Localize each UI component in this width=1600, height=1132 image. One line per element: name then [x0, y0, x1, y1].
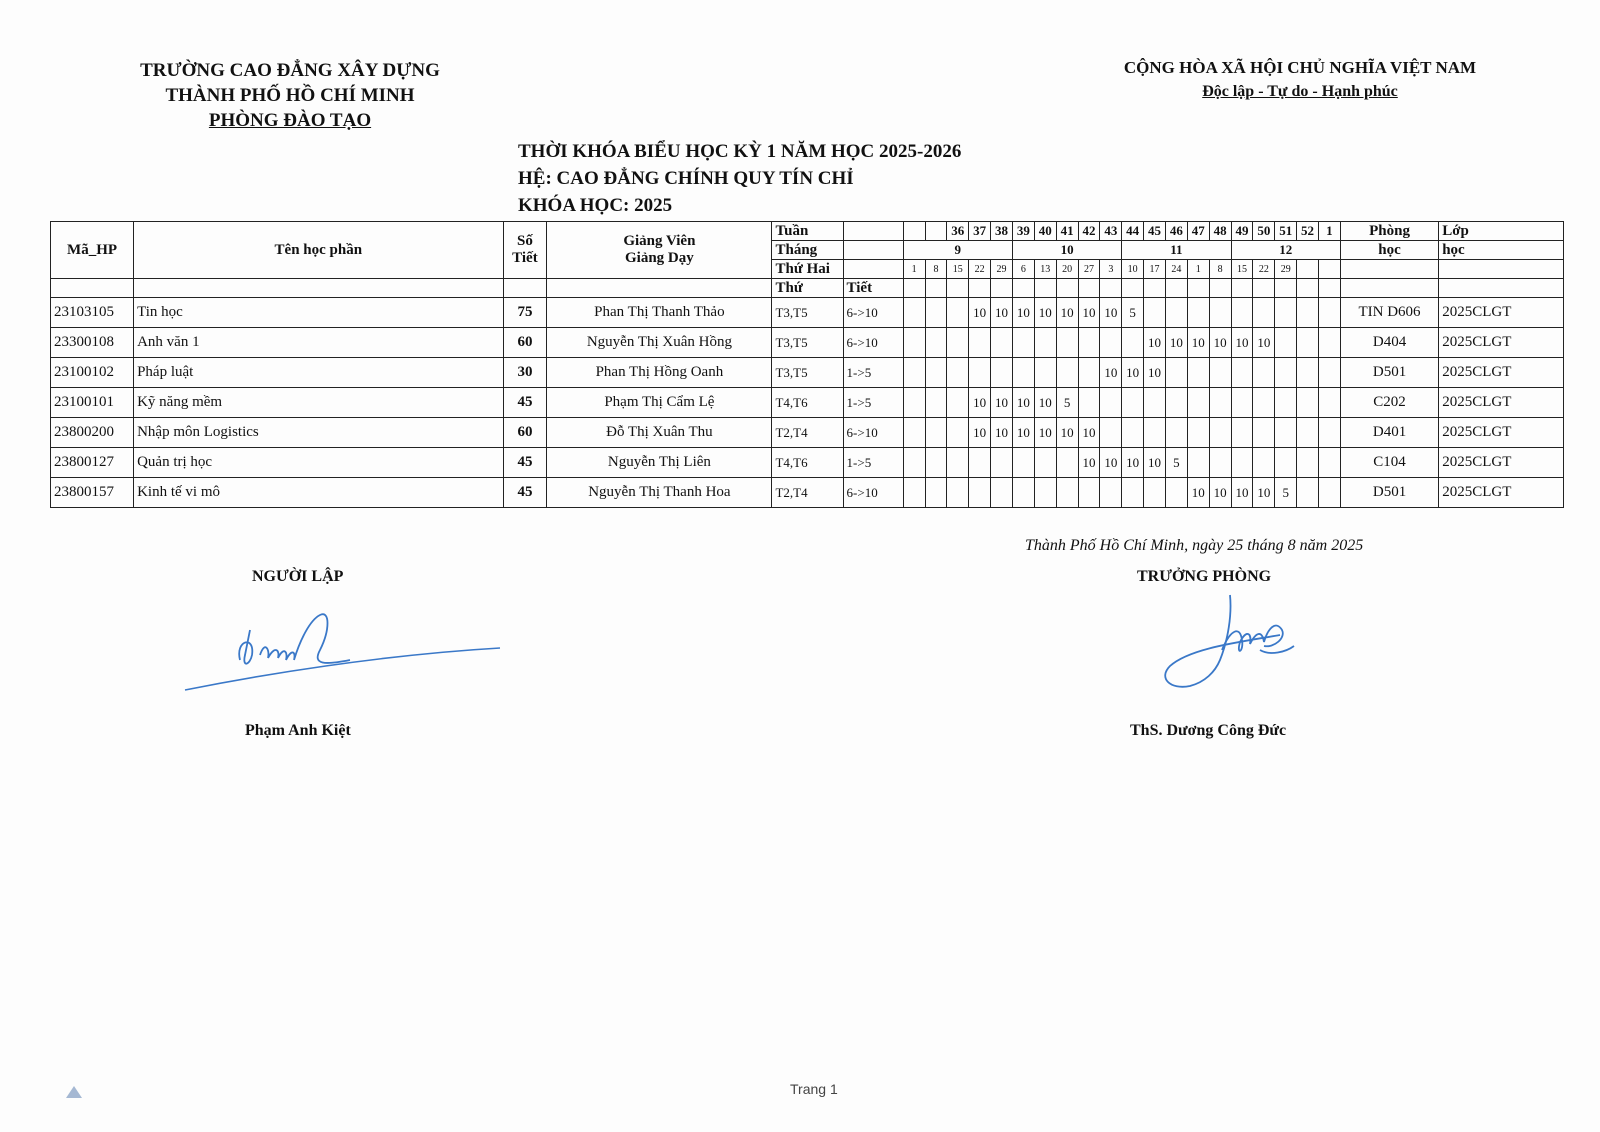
class-group: 2025CLGT	[1439, 478, 1564, 508]
week-hours-cell	[969, 478, 991, 508]
col-giang-vien: Giảng Viên Giảng Dạy	[547, 222, 772, 279]
week-hours-cell	[1209, 418, 1231, 448]
week-hours-cell	[969, 328, 991, 358]
week-hours-cell	[1231, 298, 1253, 328]
title-line-1: THỜI KHÓA BIỂU HỌC KỲ 1 NĂM HỌC 2025-2026	[518, 141, 962, 162]
week-cell: 44	[1122, 222, 1144, 241]
room: TIN D606	[1340, 298, 1438, 328]
table-row	[51, 328, 1564, 358]
col-ten-hoc-phan: Tên học phần	[134, 222, 504, 279]
week-hours-cell: 10	[1056, 298, 1078, 328]
week-hours-cell	[1122, 478, 1144, 508]
week-hours-cell	[1078, 358, 1100, 388]
week-hours-cell	[1253, 298, 1275, 328]
week-hours-cell	[1144, 388, 1166, 418]
week-hours-cell	[991, 358, 1013, 388]
week-cell: 50	[1253, 222, 1275, 241]
course-code: 23100101	[51, 388, 134, 418]
week-cell: 52	[1297, 222, 1319, 241]
week-hours-cell	[947, 358, 969, 388]
room: D501	[1340, 358, 1438, 388]
week-hours-cell: 10	[1187, 328, 1209, 358]
week-hours-cell	[1253, 358, 1275, 388]
week-hours-cell: 10	[1144, 358, 1166, 388]
preparer-title: NGƯỜI LẬP	[252, 568, 344, 585]
month-cell: 11	[1122, 241, 1231, 260]
week-hours-cell	[925, 328, 947, 358]
room: D404	[1340, 328, 1438, 358]
week-cell: 45	[1144, 222, 1166, 241]
week-hours-cell	[1253, 388, 1275, 418]
week-hours-cell: 10	[991, 298, 1013, 328]
week-hours-cell	[1297, 298, 1319, 328]
week-hours-cell: 10	[1100, 448, 1122, 478]
week-hours-cell	[947, 418, 969, 448]
table-row	[51, 298, 1564, 328]
monday-cell: 22	[1253, 260, 1275, 279]
week-hours-cell	[1231, 418, 1253, 448]
week-cell: 1	[1318, 222, 1340, 241]
week-hours-cell	[1275, 448, 1297, 478]
class-group: 2025CLGT	[1439, 328, 1564, 358]
week-hours-cell	[1297, 388, 1319, 418]
week-hours-cell	[1209, 298, 1231, 328]
scan-mark-icon	[62, 1080, 86, 1104]
week-hours-cell	[1275, 328, 1297, 358]
table-row	[51, 388, 1564, 418]
week-hours-cell	[1144, 298, 1166, 328]
week-hours-cell: 10	[1144, 448, 1166, 478]
col-phong: Phòng	[1340, 222, 1438, 241]
week-hours-cell	[1122, 388, 1144, 418]
title-line-2: HỆ: CAO ĐẲNG CHÍNH QUY TÍN CHỈ	[518, 168, 854, 189]
class-days: T4,T6	[772, 448, 843, 478]
week-hours-cell	[1100, 328, 1122, 358]
week-hours-cell: 10	[1012, 388, 1034, 418]
monday-cell: 8	[925, 260, 947, 279]
month-cell: 9	[903, 241, 1012, 260]
week-hours-cell: 5	[1056, 388, 1078, 418]
school-header	[110, 58, 470, 133]
week-cell: 51	[1275, 222, 1297, 241]
week-cell: 41	[1056, 222, 1078, 241]
class-days: T2,T4	[772, 418, 843, 448]
week-hours-cell: 10	[991, 418, 1013, 448]
week-hours-cell	[1297, 358, 1319, 388]
week-hours-cell: 10	[969, 388, 991, 418]
week-hours-cell: 10	[1100, 298, 1122, 328]
col-ma-hp: Mã_HP	[51, 222, 134, 279]
week-hours-cell	[1253, 448, 1275, 478]
week-hours-cell	[991, 478, 1013, 508]
week-hours-cell	[1144, 478, 1166, 508]
week-hours-cell: 10	[1078, 448, 1100, 478]
lecturer: Nguyễn Thị Xuân Hồng	[547, 328, 772, 358]
monday-cell: 20	[1056, 260, 1078, 279]
week-hours-cell	[925, 388, 947, 418]
month-cell: 10	[1012, 241, 1121, 260]
week-hours-cell: 10	[1231, 478, 1253, 508]
course-name: Kỹ năng mềm	[134, 388, 504, 418]
week-hours-cell	[1078, 328, 1100, 358]
week-hours-cell	[1297, 418, 1319, 448]
lecturer: Nguyễn Thị Thanh Hoa	[547, 478, 772, 508]
week-hours-cell	[1318, 418, 1340, 448]
school-city: THÀNH PHỐ HỒ CHÍ MINH	[165, 85, 415, 106]
week-hours-cell	[1209, 388, 1231, 418]
week-hours-cell	[969, 448, 991, 478]
course-code: 23103105	[51, 298, 134, 328]
class-periods: 6->10	[843, 328, 903, 358]
week-hours-cell	[947, 448, 969, 478]
week-hours-cell	[903, 328, 925, 358]
week-hours-cell	[1297, 478, 1319, 508]
week-hours-cell	[925, 358, 947, 388]
week-cell: 43	[1100, 222, 1122, 241]
col-lop: Lớp	[1439, 222, 1564, 241]
week-hours-cell	[1318, 298, 1340, 328]
monday-cell: 24	[1165, 260, 1187, 279]
week-hours-cell: 10	[1056, 418, 1078, 448]
week-cell: 48	[1209, 222, 1231, 241]
week-hours-cell	[1034, 478, 1056, 508]
week-cell: 47	[1187, 222, 1209, 241]
title-line-3: KHÓA HỌC: 2025	[518, 195, 673, 216]
week-hours-cell	[1231, 448, 1253, 478]
week-hours-cell	[1231, 388, 1253, 418]
week-hours-cell	[925, 298, 947, 328]
week-hours-cell	[1318, 388, 1340, 418]
week-hours-cell	[947, 298, 969, 328]
week-hours-cell: 5	[1122, 298, 1144, 328]
course-name: Anh văn 1	[134, 328, 504, 358]
week-hours-cell	[903, 448, 925, 478]
week-hours-cell: 10	[969, 298, 991, 328]
monday-cell: 6	[1012, 260, 1034, 279]
week-hours-cell	[903, 418, 925, 448]
week-hours-cell	[1122, 418, 1144, 448]
label-thang: Tháng	[772, 241, 843, 260]
week-hours-cell	[1297, 448, 1319, 478]
week-hours-cell: 10	[1100, 358, 1122, 388]
class-days: T3,T5	[772, 298, 843, 328]
class-days: T3,T5	[772, 328, 843, 358]
course-periods: 45	[503, 478, 547, 508]
week-hours-cell: 10	[1209, 328, 1231, 358]
week-hours-cell	[1144, 418, 1166, 448]
lecturer: Phan Thị Hồng Oanh	[547, 358, 772, 388]
week-hours-cell	[925, 478, 947, 508]
label-thu: Thứ	[772, 279, 843, 298]
week-hours-cell: 10	[1253, 328, 1275, 358]
course-periods: 75	[503, 298, 547, 328]
monday-cell: 13	[1034, 260, 1056, 279]
class-periods: 6->10	[843, 418, 903, 448]
week-hours-cell	[1122, 328, 1144, 358]
class-periods: 6->10	[843, 298, 903, 328]
week-hours-cell: 10	[1122, 358, 1144, 388]
week-hours-cell	[947, 388, 969, 418]
week-hours-cell	[1187, 418, 1209, 448]
week-hours-cell	[1187, 298, 1209, 328]
class-days: T2,T4	[772, 478, 843, 508]
week-hours-cell	[1034, 448, 1056, 478]
lecturer: Nguyễn Thị Liên	[547, 448, 772, 478]
week-hours-cell: 10	[1034, 388, 1056, 418]
class-periods: 1->5	[843, 358, 903, 388]
class-days: T3,T5	[772, 358, 843, 388]
table-row	[51, 478, 1564, 508]
course-code: 23100102	[51, 358, 134, 388]
week-hours-cell	[1034, 358, 1056, 388]
week-hours-cell: 10	[1034, 298, 1056, 328]
week-hours-cell	[925, 418, 947, 448]
week-hours-cell: 10	[969, 418, 991, 448]
course-code: 23800127	[51, 448, 134, 478]
course-periods: 30	[503, 358, 547, 388]
head-signature	[1160, 590, 1320, 700]
course-periods: 45	[503, 448, 547, 478]
week-hours-cell: 10	[1012, 298, 1034, 328]
week-hours-cell	[1231, 358, 1253, 388]
week-hours-cell: 10	[1253, 478, 1275, 508]
week-hours-cell	[1165, 298, 1187, 328]
week-hours-cell	[1253, 418, 1275, 448]
week-hours-cell	[1056, 448, 1078, 478]
week-hours-cell	[1100, 418, 1122, 448]
monday-cell: 15	[1231, 260, 1253, 279]
week-hours-cell	[1318, 358, 1340, 388]
week-hours-cell	[903, 478, 925, 508]
week-cell: 42	[1078, 222, 1100, 241]
class-periods: 1->5	[843, 448, 903, 478]
monday-cell: 27	[1078, 260, 1100, 279]
week-hours-cell	[1100, 388, 1122, 418]
room: D501	[1340, 478, 1438, 508]
lecturer: Phạm Thị Cẩm Lệ	[547, 388, 772, 418]
course-code: 23800200	[51, 418, 134, 448]
week-hours-cell	[1297, 328, 1319, 358]
course-name: Pháp luật	[134, 358, 504, 388]
week-hours-cell	[903, 358, 925, 388]
table-row	[51, 358, 1564, 388]
week-hours-cell: 10	[1231, 328, 1253, 358]
monday-cell: 29	[1275, 260, 1297, 279]
course-periods: 45	[503, 388, 547, 418]
week-cell: 39	[1012, 222, 1034, 241]
class-periods: 1->5	[843, 388, 903, 418]
place-date: Thành Phố Hồ Chí Minh, ngày 25 tháng 8 năm 2025	[1025, 537, 1364, 554]
week-hours-cell: 10	[991, 388, 1013, 418]
week-hours-cell: 10	[1165, 328, 1187, 358]
week-hours-cell: 5	[1275, 478, 1297, 508]
col-lop-2: học	[1439, 241, 1564, 260]
monday-cell: 3	[1100, 260, 1122, 279]
week-hours-cell	[969, 358, 991, 388]
week-hours-cell	[1209, 448, 1231, 478]
week-hours-cell	[1100, 478, 1122, 508]
course-name: Quản trị học	[134, 448, 504, 478]
table-row	[51, 418, 1564, 448]
monday-cell: 17	[1144, 260, 1166, 279]
head-title: TRƯỞNG PHÒNG	[1137, 568, 1272, 585]
course-periods: 60	[503, 328, 547, 358]
col-so-tiet: Số Tiết	[503, 222, 547, 279]
head-name: ThS. Dương Công Đức	[1130, 722, 1287, 739]
week-cell: 36	[947, 222, 969, 241]
label-tuan: Tuần	[772, 222, 843, 241]
monday-cell: 15	[947, 260, 969, 279]
week-hours-cell: 10	[1187, 478, 1209, 508]
col-phong-2: học	[1340, 241, 1438, 260]
week-hours-cell	[1078, 388, 1100, 418]
document-title	[518, 138, 961, 219]
week-hours-cell: 10	[1122, 448, 1144, 478]
label-thu-hai: Thứ Hai	[772, 260, 843, 279]
lecturer: Phan Thị Thanh Thảo	[547, 298, 772, 328]
week-hours-cell	[947, 328, 969, 358]
header-row-weeks	[51, 222, 1564, 241]
week-hours-cell	[903, 388, 925, 418]
week-hours-cell: 10	[1078, 418, 1100, 448]
week-hours-cell	[925, 448, 947, 478]
week-cell: 38	[991, 222, 1013, 241]
class-group: 2025CLGT	[1439, 388, 1564, 418]
week-hours-cell: 10	[1144, 328, 1166, 358]
week-hours-cell	[1318, 328, 1340, 358]
week-hours-cell	[1012, 448, 1034, 478]
week-hours-cell	[947, 478, 969, 508]
week-hours-cell	[1275, 298, 1297, 328]
course-code: 23300108	[51, 328, 134, 358]
monday-cell: 1	[903, 260, 925, 279]
room: D401	[1340, 418, 1438, 448]
week-cell: 37	[969, 222, 991, 241]
class-group: 2025CLGT	[1439, 298, 1564, 328]
week-hours-cell	[1056, 358, 1078, 388]
preparer-signature	[180, 610, 510, 695]
monday-cell: 29	[991, 260, 1013, 279]
week-hours-cell: 10	[1078, 298, 1100, 328]
week-hours-cell	[1056, 328, 1078, 358]
week-hours-cell: 10	[1034, 418, 1056, 448]
preparer-name: Phạm Anh Kiệt	[245, 722, 351, 739]
class-group: 2025CLGT	[1439, 418, 1564, 448]
week-hours-cell	[1034, 328, 1056, 358]
national-motto: Độc lập - Tự do - Hạnh phúc	[1202, 83, 1398, 100]
class-days: T4,T6	[772, 388, 843, 418]
week-hours-cell	[1318, 448, 1340, 478]
lecturer: Đỗ Thị Xuân Thu	[547, 418, 772, 448]
header-row-thu-tiet	[51, 279, 1564, 298]
department-name: PHÒNG ĐÀO TẠO	[208, 110, 372, 131]
week-hours-cell	[1012, 358, 1034, 388]
class-periods: 6->10	[843, 478, 903, 508]
course-code: 23800157	[51, 478, 134, 508]
week-hours-cell	[1012, 478, 1034, 508]
course-name: Nhập môn Logistics	[134, 418, 504, 448]
course-name: Tin học	[134, 298, 504, 328]
week-hours-cell	[1165, 388, 1187, 418]
week-hours-cell	[1275, 388, 1297, 418]
week-hours-cell: 10	[1209, 478, 1231, 508]
timetable	[50, 221, 1564, 508]
room: C202	[1340, 388, 1438, 418]
week-hours-cell	[1187, 388, 1209, 418]
course-name: Kinh tế vi mô	[134, 478, 504, 508]
week-hours-cell	[1318, 478, 1340, 508]
table-row	[51, 448, 1564, 478]
national-header	[1100, 56, 1500, 104]
national-title: CỘNG HÒA XÃ HỘI CHỦ NGHĨA VIỆT NAM	[1123, 58, 1477, 77]
week-cell: 40	[1034, 222, 1056, 241]
week-hours-cell: 10	[1012, 418, 1034, 448]
class-group: 2025CLGT	[1439, 358, 1564, 388]
week-hours-cell	[1275, 358, 1297, 388]
week-hours-cell	[1078, 478, 1100, 508]
week-hours-cell	[1209, 358, 1231, 388]
week-hours-cell	[991, 448, 1013, 478]
week-hours-cell	[1056, 478, 1078, 508]
monday-cell: 1	[1187, 260, 1209, 279]
label-tiet: Tiết	[843, 279, 903, 298]
week-cell: 46	[1165, 222, 1187, 241]
week-hours-cell	[1165, 418, 1187, 448]
monday-cell: 10	[1122, 260, 1144, 279]
week-hours-cell	[903, 298, 925, 328]
week-hours-cell	[1165, 478, 1187, 508]
class-group: 2025CLGT	[1439, 448, 1564, 478]
monday-cell: 22	[969, 260, 991, 279]
week-cell: 49	[1231, 222, 1253, 241]
week-hours-cell	[1275, 418, 1297, 448]
school-name: TRƯỜNG CAO ĐẲNG XÂY DỰNG	[140, 60, 440, 81]
room: C104	[1340, 448, 1438, 478]
page-number: Trang 1	[790, 1081, 838, 1097]
monday-cell: 8	[1209, 260, 1231, 279]
week-hours-cell	[991, 328, 1013, 358]
week-hours-cell	[1187, 358, 1209, 388]
week-hours-cell: 5	[1165, 448, 1187, 478]
week-hours-cell	[1012, 328, 1034, 358]
course-periods: 60	[503, 418, 547, 448]
month-cell: 12	[1231, 241, 1340, 260]
week-hours-cell	[1165, 358, 1187, 388]
week-hours-cell	[1187, 448, 1209, 478]
